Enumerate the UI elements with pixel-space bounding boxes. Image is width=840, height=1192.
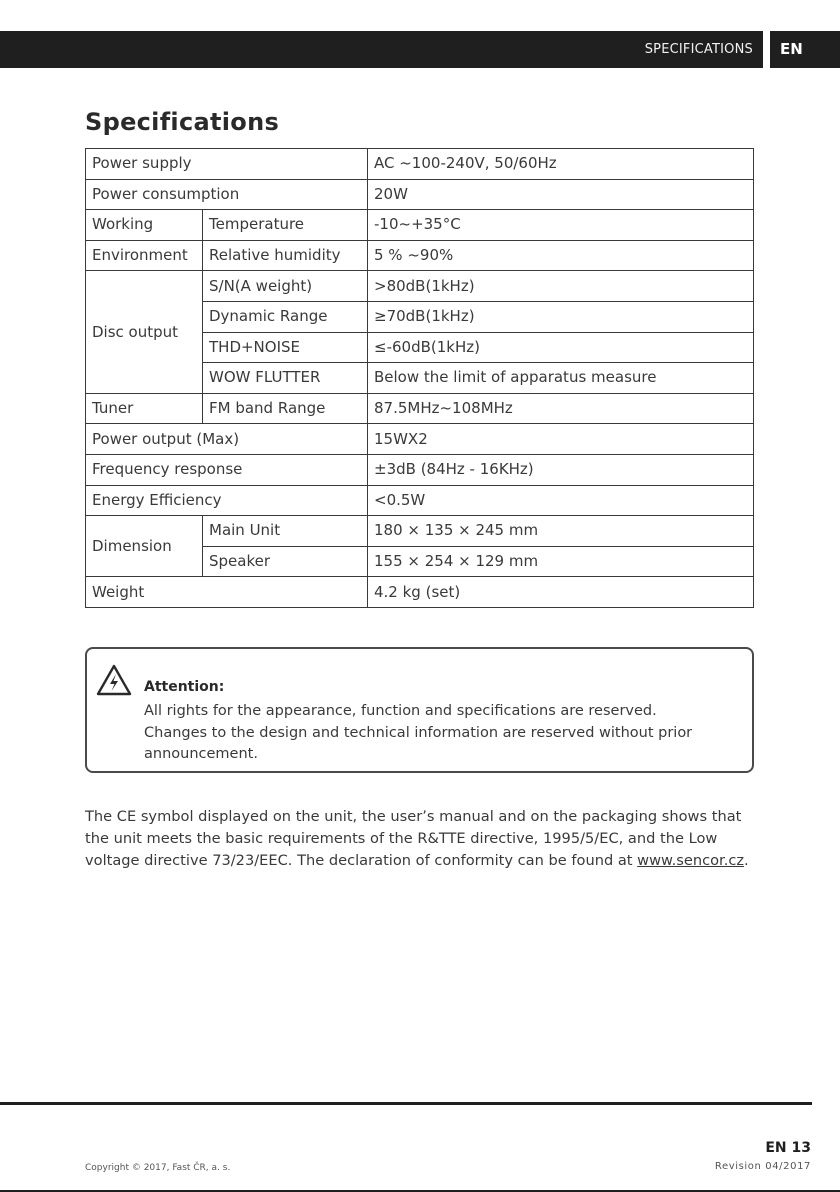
- language-label: EN: [780, 40, 803, 58]
- table-row: [86, 577, 754, 608]
- ce-line-end: .: [744, 852, 749, 869]
- ce-line-text: voltage directive 73/23/EEC. The declaration of conformity can be found at: [85, 852, 638, 869]
- spec-value: 20W: [368, 179, 754, 210]
- attention-line: announcement.: [144, 746, 258, 762]
- table-row: [86, 271, 754, 302]
- spec-value: 15WX2: [368, 424, 754, 455]
- spec-sublabel: THD+NOISE: [203, 332, 368, 363]
- spec-label: Disc output: [86, 271, 203, 393]
- warning-icon: [96, 664, 132, 696]
- spec-value: AC ~100-240V, 50/60Hz: [368, 149, 754, 180]
- spec-sublabel: Relative humidity: [203, 240, 368, 271]
- spec-value: ≥70dB(1kHz): [368, 301, 754, 332]
- ce-line: the unit meets the basic requirements of the R&TTE directive, 1995/5/EC, and the Low: [85, 830, 718, 847]
- table-row: [86, 516, 754, 547]
- table-row: [86, 149, 754, 180]
- ce-statement: [85, 806, 757, 872]
- footer-divider: [0, 1102, 812, 1105]
- spec-value: ≤-60dB(1kHz): [368, 332, 754, 363]
- spec-value: Below the limit of apparatus measure: [368, 363, 754, 394]
- spec-label: Frequency response: [86, 454, 368, 485]
- table-row: [86, 210, 754, 241]
- attention-title: Attention:: [144, 679, 225, 695]
- spec-sublabel: Speaker: [203, 546, 368, 577]
- table-row: [86, 424, 754, 455]
- spec-label: Weight: [86, 577, 368, 608]
- revision-label: Revision 04/2017: [714, 1161, 811, 1172]
- table-row: [86, 179, 754, 210]
- ce-line: [85, 850, 757, 872]
- spec-label: Power consumption: [86, 179, 368, 210]
- spec-label: Tuner: [86, 393, 203, 424]
- page-number: EN 13: [765, 1140, 811, 1156]
- spec-sublabel: S/N(A weight): [203, 271, 368, 302]
- spec-label: Energy Efficiency: [86, 485, 368, 516]
- header-bar: [0, 31, 763, 68]
- spec-label: Power supply: [86, 149, 368, 180]
- sencor-link[interactable]: www.sencor.cz: [637, 852, 745, 869]
- spec-sublabel: Dynamic Range: [203, 301, 368, 332]
- attention-body: [144, 701, 734, 766]
- section-title: SPECIFICATIONS: [644, 42, 753, 57]
- spec-sublabel: WOW FLUTTER: [203, 363, 368, 394]
- spec-value: ±3dB (84Hz - 16KHz): [368, 454, 754, 485]
- spec-sublabel: Temperature: [203, 210, 368, 241]
- spec-label: Power output (Max): [86, 424, 368, 455]
- spec-value: 4.2 kg (set): [368, 577, 754, 608]
- table-row: [86, 240, 754, 271]
- spec-label: Working: [86, 210, 203, 241]
- ce-line: The CE symbol displayed on the unit, the user’s manual and on the packaging shows that: [85, 808, 742, 825]
- spec-value: 180 × 135 × 245 mm: [368, 516, 754, 547]
- spec-value: -10~+35°C: [368, 210, 754, 241]
- attention-line: Changes to the design and technical information are reserved without prior: [144, 724, 693, 741]
- language-tab: [770, 31, 840, 68]
- spec-value: <0.5W: [368, 485, 754, 516]
- spec-value: >80dB(1kHz): [368, 271, 754, 302]
- spec-value: 5 % ~90%: [368, 240, 754, 271]
- attention-box: [85, 647, 754, 773]
- spec-value: 87.5MHz~108MHz: [368, 393, 754, 424]
- attention-line: All rights for the appearance, function and specifications are reserved.: [144, 703, 657, 719]
- spec-value: 155 × 254 × 129 mm: [368, 546, 754, 577]
- table-row: [86, 485, 754, 516]
- spec-table: [85, 148, 754, 608]
- copyright-text: Copyright © 2017, Fast ČR, a. s.: [85, 1163, 231, 1173]
- page-title: Specifications: [85, 108, 280, 136]
- spec-label: Environment: [86, 240, 203, 271]
- spec-label: Dimension: [86, 516, 203, 577]
- spec-sublabel: FM band Range: [203, 393, 368, 424]
- table-row: [86, 454, 754, 485]
- table-row: [86, 393, 754, 424]
- spec-sublabel: Main Unit: [203, 516, 368, 547]
